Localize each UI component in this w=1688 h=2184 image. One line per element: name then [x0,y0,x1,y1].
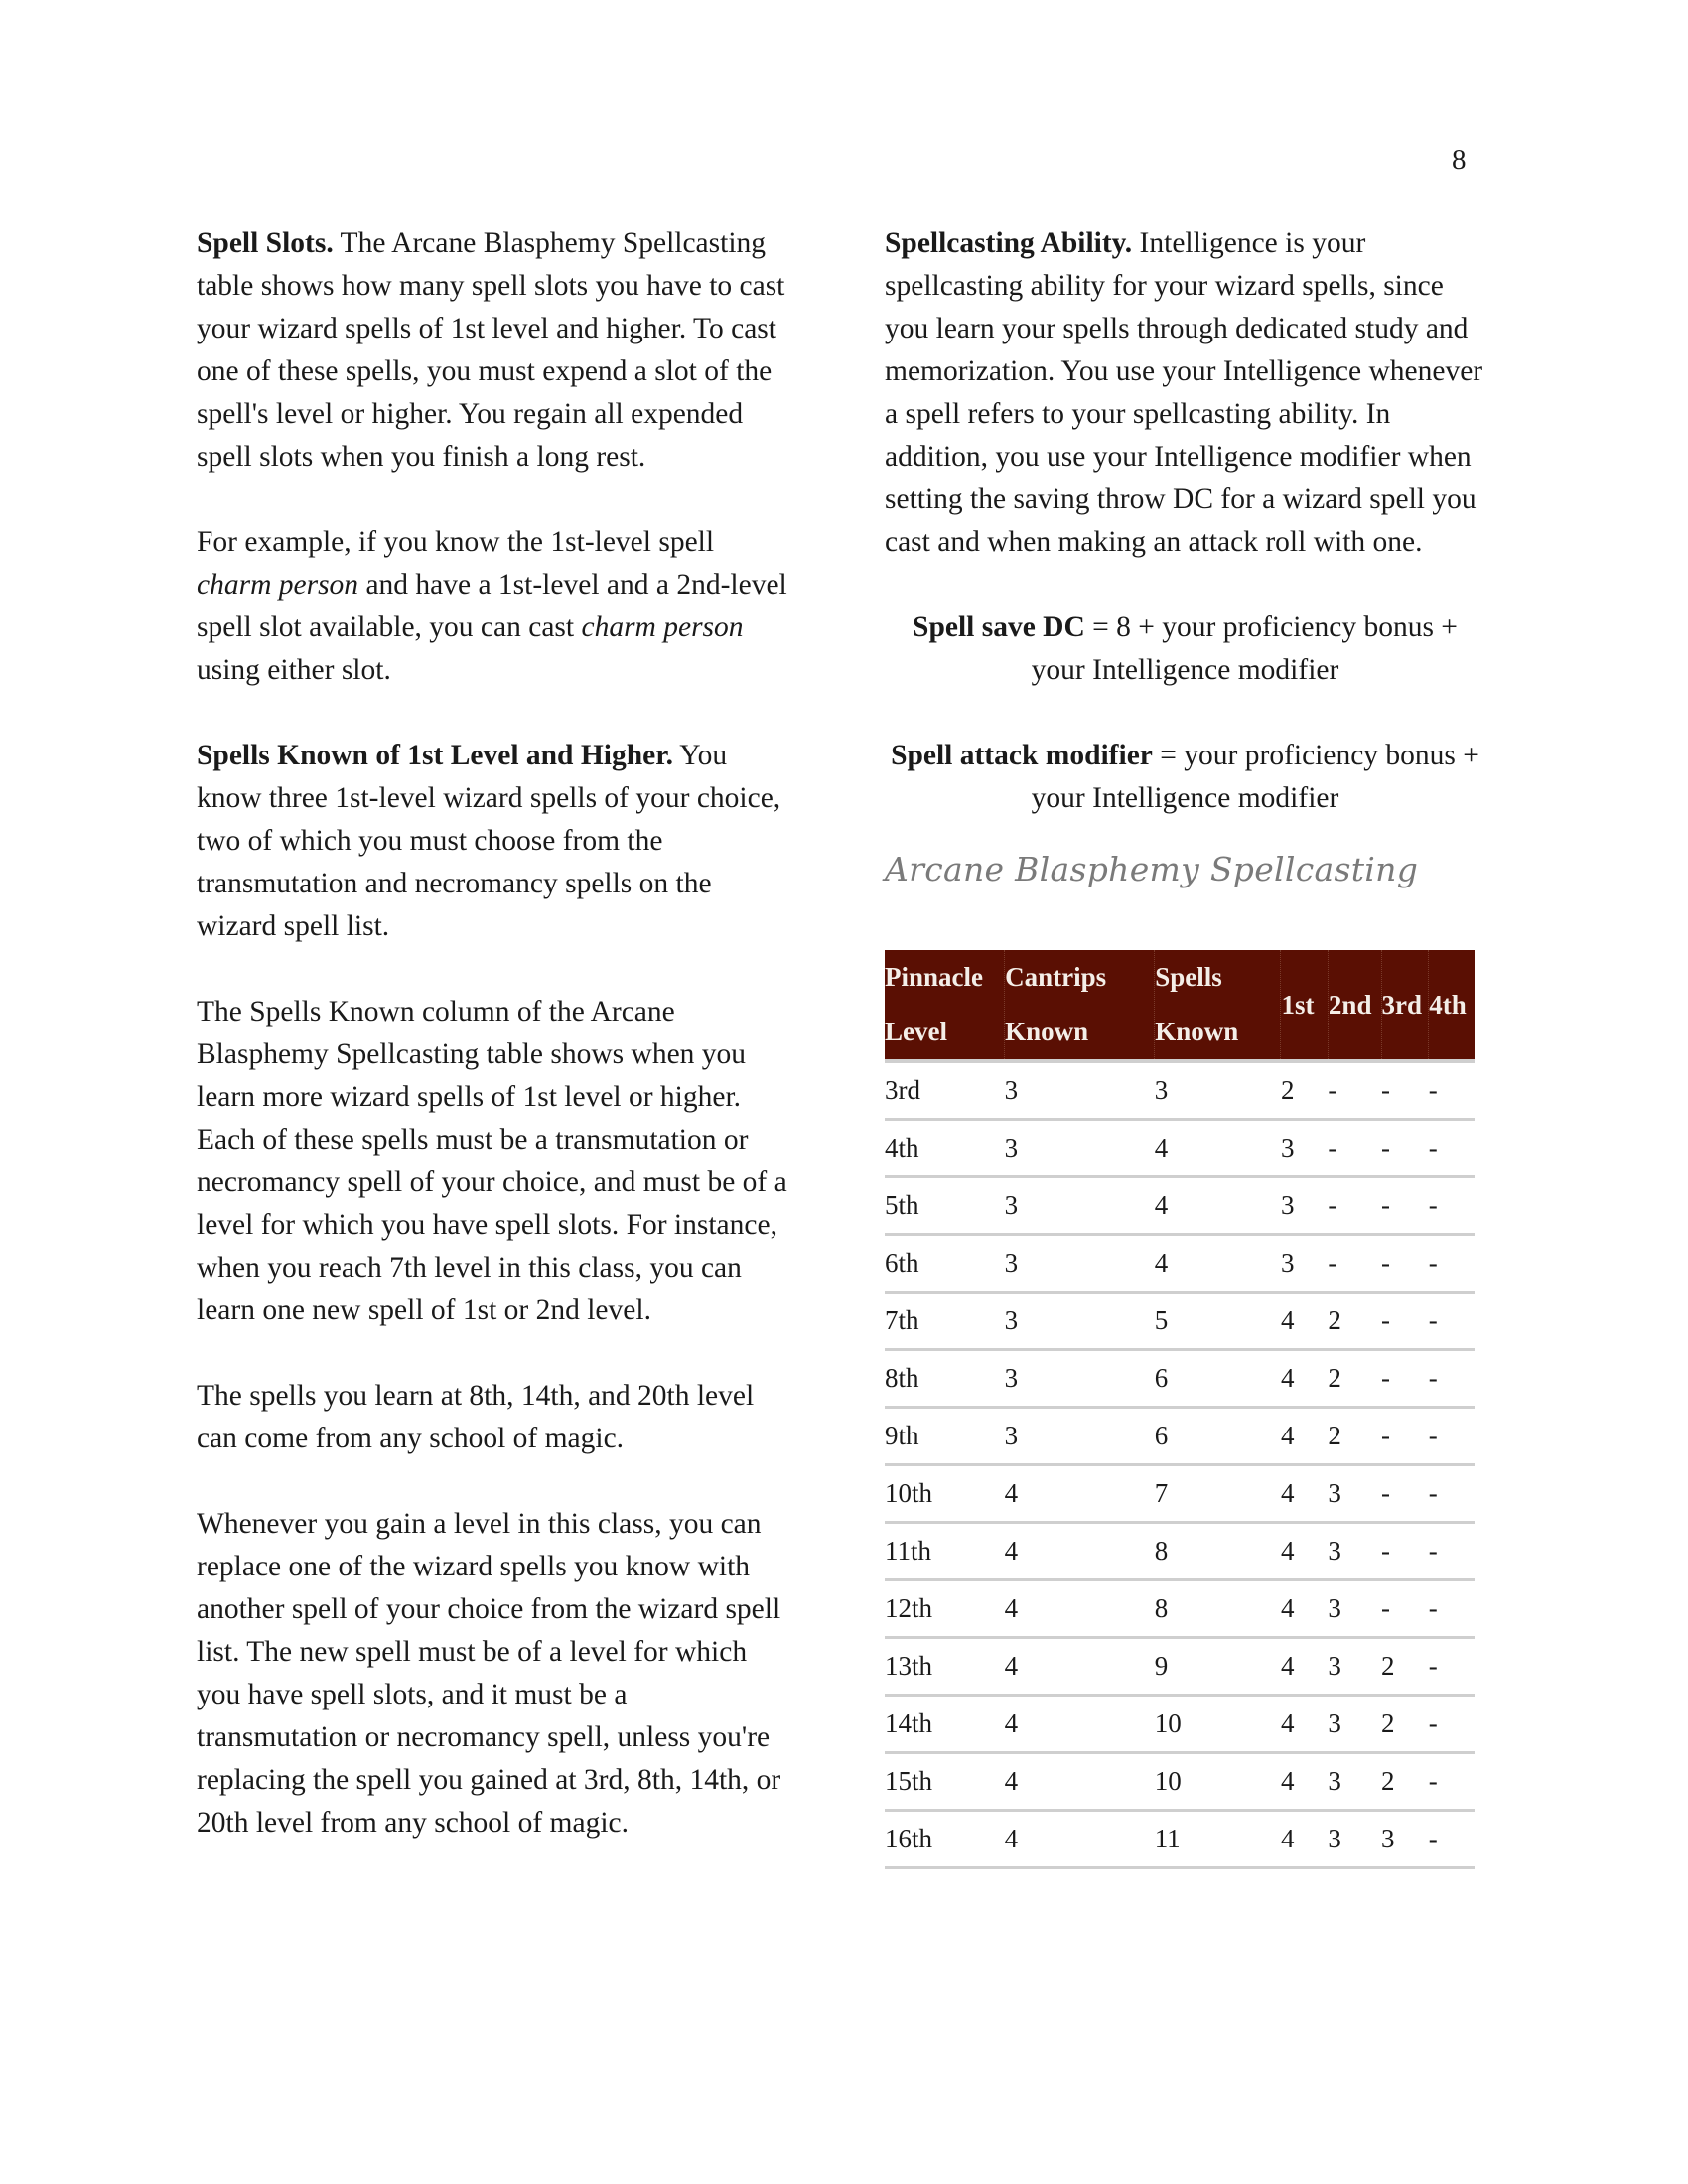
table-cell: 8th [885,1350,1005,1408]
table-cell: - [1381,1177,1429,1235]
example-paragraph [197,521,792,692]
table-cell: 2 [1328,1350,1381,1408]
spell-attack-formula [885,735,1485,820]
table-row [885,1811,1475,1868]
table-cell: - [1328,1061,1381,1120]
spell-name: charm person [581,612,744,643]
table-cell: 4 [1281,1696,1328,1753]
table-cell: 3 [1328,1811,1381,1868]
spell-save-dc-formula [885,607,1485,692]
table-cell: 3 [1281,1120,1328,1177]
table-cell: 7th [885,1293,1005,1350]
table-row [885,1753,1475,1811]
table-cell: 3 [1328,1465,1381,1523]
table-cell: 4 [1155,1177,1281,1235]
table-row [885,1120,1475,1177]
table-cell: - [1381,1120,1429,1177]
column-header [1281,950,1328,1061]
table-title: Arcane Blasphemy Spellcasting [885,850,1419,888]
column-header-text: Spells [1155,962,1222,992]
table-header-row [885,950,1475,1061]
column-header [1155,950,1281,1061]
table-cell: - [1381,1235,1429,1293]
table-cell: 3 [1155,1061,1281,1120]
table-row [885,1061,1475,1120]
paragraph-text: The Arcane Blasphemy Spellcasting table shows how many spell slots you have to cast your wizard spells of 1st level and higher. To cast one of these spells, you must expend a slot of the spell's level or higher. You regain all expended spell slots when you finish a long rest. [197,227,785,473]
table-cell: 3 [1328,1638,1381,1696]
table-row [885,1177,1475,1235]
column-header-text: 4th [1429,989,1467,1020]
table-cell: - [1429,1350,1475,1408]
table-row [885,1638,1475,1696]
table-cell: - [1429,1811,1475,1868]
table-row [885,1293,1475,1350]
column-header-text: 1st [1281,989,1315,1020]
table-cell: - [1381,1293,1429,1350]
table-cell: 14th [885,1696,1005,1753]
table-cell: 8 [1155,1580,1281,1638]
table-cell: 12th [885,1580,1005,1638]
spell-name: charm person [197,569,359,601]
table-cell: - [1429,1408,1475,1465]
table-cell: 4 [1155,1120,1281,1177]
table-cell: 16th [885,1811,1005,1868]
table-cell: 2 [1328,1408,1381,1465]
table-cell: 3 [1381,1811,1429,1868]
table-cell: - [1381,1408,1429,1465]
table-cell: 2 [1281,1061,1328,1120]
table-cell: - [1429,1696,1475,1753]
table-cell: 2 [1328,1293,1381,1350]
table-cell: 13th [885,1638,1005,1696]
table-cell: 4 [1281,1465,1328,1523]
table-row [885,1408,1475,1465]
table-body [885,1061,1475,1868]
table-cell: - [1429,1235,1475,1293]
formula-label: Spell save DC [913,612,1085,643]
table-cell: 4 [1005,1580,1155,1638]
table-cell: - [1429,1177,1475,1235]
table-cell: 3rd [885,1061,1005,1120]
column-header [1005,950,1155,1061]
column-header [1381,950,1429,1061]
table-cell: 6th [885,1235,1005,1293]
table-cell: - [1381,1061,1429,1120]
table-cell: 11th [885,1523,1005,1580]
table-cell: 4th [885,1120,1005,1177]
table-cell: - [1381,1350,1429,1408]
column-header-text: Known [1155,1017,1239,1046]
table-cell: 4 [1281,1811,1328,1868]
table-cell: 3 [1005,1350,1155,1408]
column-header-text: Pinnacle [885,962,983,992]
spellcasting-ability-paragraph [885,222,1485,564]
table-cell: - [1381,1580,1429,1638]
table-cell: 2 [1381,1753,1429,1811]
table-cell: - [1429,1753,1475,1811]
table-cell: 4 [1005,1696,1155,1753]
table-cell: 4 [1005,1811,1155,1868]
column-header [885,950,1005,1061]
left-column [197,222,792,1887]
paragraph-text: and have a 1st-level and a 2nd-level spell slot available, you can cast [197,569,787,643]
table-cell: 4 [1281,1580,1328,1638]
table-cell: 3 [1005,1120,1155,1177]
table-cell: 4 [1005,1523,1155,1580]
column-header-text: Known [1005,1017,1089,1046]
table-cell: 4 [1281,1408,1328,1465]
table-cell: 4 [1005,1465,1155,1523]
table-cell: 10 [1155,1696,1281,1753]
spellcasting-ability-heading: Spellcasting Ability. [885,227,1133,259]
table-cell: 7 [1155,1465,1281,1523]
table-cell: 15th [885,1753,1005,1811]
table-cell: 4 [1281,1638,1328,1696]
table-cell: - [1328,1235,1381,1293]
table-cell: - [1429,1293,1475,1350]
spell-slots-heading: Spell Slots. [197,227,334,259]
column-header-text: Cantrips [1005,962,1107,992]
spells-known-column-paragraph: The Spells Known column of the Arcane Blasphemy Spellcasting table shows when you learn more wizard spells of 1st level or higher. Each of these spells must be a transmutation or necromancy spell of your choice, and must be of a level for which you have spell slots. For instance, when you reach 7th level in this class, you can learn one new spell of 1st or 2nd level. [197,996,787,1326]
table-cell: 3 [1281,1235,1328,1293]
table-cell: 6 [1155,1350,1281,1408]
paragraph-text: using either slot. [197,654,391,686]
paragraph-text: You know three 1st-level wizard spells of your choice, two of which you must choose from the transmutation and necromancy spells on the wizard spell list. [197,740,781,942]
table-cell: 9th [885,1408,1005,1465]
table-cell: 4 [1281,1753,1328,1811]
spellcasting-table [885,950,1475,1869]
right-column [885,222,1485,1869]
table-cell: - [1381,1465,1429,1523]
table-row [885,1350,1475,1408]
table-cell: 3 [1328,1580,1381,1638]
table-cell: - [1381,1523,1429,1580]
table-cell: 9 [1155,1638,1281,1696]
column-header-text: 2nd [1328,989,1372,1020]
table-cell: 3 [1005,1235,1155,1293]
table-row [885,1580,1475,1638]
spells-known-heading: Spells Known of 1st Level and Higher. [197,740,673,771]
table-cell: 4 [1281,1523,1328,1580]
paragraph-text: For example, if you know the 1st-level spell [197,526,715,558]
table-cell: 3 [1005,1408,1155,1465]
table-row [885,1523,1475,1580]
table-cell: - [1429,1061,1475,1120]
table-cell: 3 [1328,1696,1381,1753]
column-header [1328,950,1381,1061]
formula-label: Spell attack modifier [891,740,1153,771]
table-cell: 3 [1328,1753,1381,1811]
table-cell: 2 [1381,1696,1429,1753]
table-cell: 4 [1281,1350,1328,1408]
spells-known-paragraph [197,735,792,948]
table-row [885,1696,1475,1753]
table-cell: - [1429,1120,1475,1177]
page-number: 8 [1452,144,1467,176]
spell-slots-paragraph [197,222,792,478]
table-row [885,1235,1475,1293]
table-cell: 3 [1281,1177,1328,1235]
formula-text: = 8 + your proficiency bonus + your Intelligence modifier [1031,612,1458,686]
table-cell: 5 [1155,1293,1281,1350]
table-cell: 4 [1281,1293,1328,1350]
table-cell: 3 [1005,1177,1155,1235]
table-cell: 2 [1381,1638,1429,1696]
column-header-text: Level [885,1017,947,1046]
table-cell: 8 [1155,1523,1281,1580]
table-cell: 3 [1328,1523,1381,1580]
formula-text: = your proficiency bonus + your Intelligence modifier [1031,740,1479,814]
table-cell: - [1429,1465,1475,1523]
table-cell: 4 [1155,1235,1281,1293]
table-cell: 4 [1005,1753,1155,1811]
table-cell: 3 [1005,1061,1155,1120]
replace-spell-paragraph: Whenever you gain a level in this class, you can replace one of the wizard spells you know with another spell of your choice from the wizard spell list. The new spell must be of a level for which you have spell slots, and it must be a transmutation or necromancy spell, unless you're replacing the spell you gained at 3rd, 8th, 14th, or 20th level from any school of magic. [197,1508,781,1839]
table-row [885,1465,1475,1523]
table-cell: 4 [1005,1638,1155,1696]
table-cell: - [1328,1177,1381,1235]
table-cell: 10 [1155,1753,1281,1811]
table-cell: 11 [1155,1811,1281,1868]
table-cell: 3 [1005,1293,1155,1350]
table-cell: 5th [885,1177,1005,1235]
paragraph-text: Intelligence is your spellcasting ability for your wizard spells, since you learn your spells through dedicated study and memorization. You use your Intelligence whenever a spell refers to your spellcasting ability. In addition, you use your Intelligence modifier when setting the saving throw DC for a wizard spell you cast and when making an attack roll with one. [885,227,1483,558]
column-header-text: 3rd [1381,989,1423,1020]
table-cell: - [1429,1523,1475,1580]
table-cell: 6 [1155,1408,1281,1465]
table-cell: - [1429,1580,1475,1638]
table-cell: - [1328,1120,1381,1177]
any-school-paragraph: The spells you learn at 8th, 14th, and 20th level can come from any school of magic. [197,1380,755,1454]
table-cell: - [1429,1638,1475,1696]
table-cell: 10th [885,1465,1005,1523]
column-header [1429,950,1475,1061]
